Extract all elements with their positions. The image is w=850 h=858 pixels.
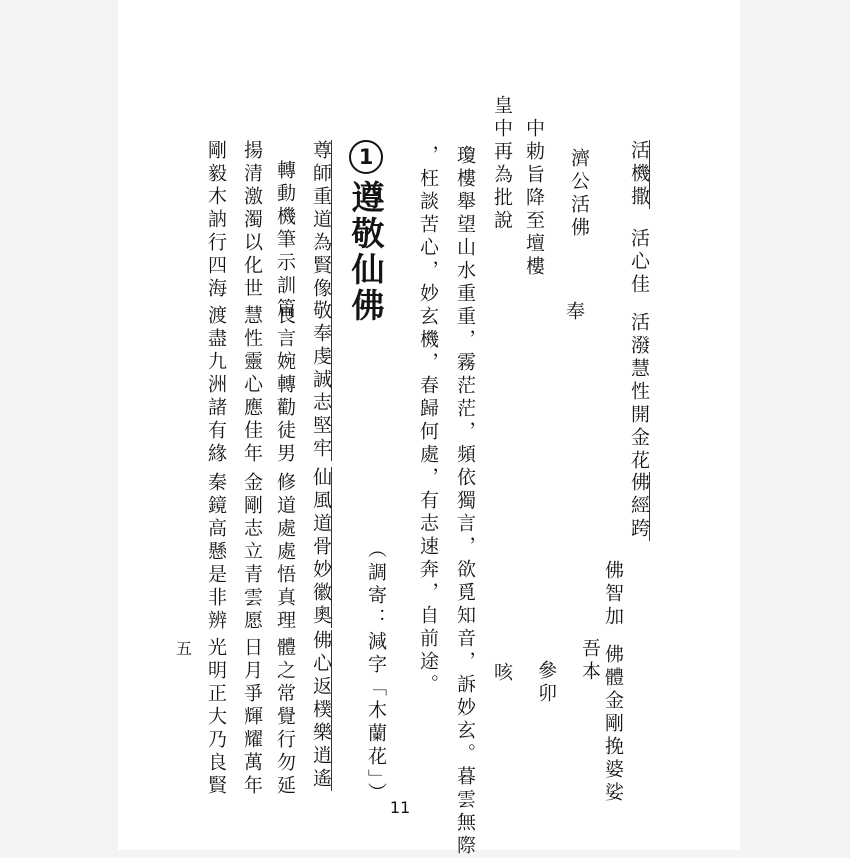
- poem-line-1: 瓊樓舉望山水重重，霧茫茫，頻依獨言，欲覓知音，訴妙玄。暮雲無際: [454, 145, 476, 858]
- verse-2-c: 修道處處悟真理: [274, 472, 296, 633]
- header-line-1b: 活心佳: [628, 228, 650, 297]
- section-title: [346, 140, 386, 324]
- ke-text: 咳: [491, 662, 513, 685]
- verse-1-b: 敬奉虔誠志堅牢: [310, 300, 332, 461]
- verse-1-d: 佛心返樸樂逍遙: [310, 630, 332, 791]
- folio-mark: 五: [176, 639, 193, 658]
- header-line-2b: 佛智加: [602, 560, 624, 629]
- imperial-line: 皇中再為批說: [491, 95, 513, 233]
- wuben-text: 吾本: [579, 638, 601, 684]
- verse-4-b: 渡盡九洲諸有緣: [205, 305, 227, 466]
- verse-4-a: 剛毅木訥行四海: [205, 140, 227, 301]
- header-line-2a: 佛經跨: [628, 472, 650, 541]
- page-number: 11: [389, 798, 411, 817]
- poem-line-2: ，枉談苦心，妙玄機，春歸何處，有志速奔，自前途。: [417, 145, 439, 697]
- verse-1-c: 仙風道骨妙徽奧: [310, 467, 332, 628]
- verse-1-a: 尊師重道為賢像: [310, 140, 332, 301]
- document-page: [118, 0, 740, 858]
- header-line-2c: 佛體金剛挽婆娑: [602, 644, 624, 805]
- verse-3-b: 慧性靈心應佳年: [241, 305, 263, 466]
- header-line-1c: 活潑慧性開金花: [628, 312, 650, 473]
- section-title-text: 遵敬仙佛: [346, 180, 386, 324]
- verse-2-a: 轉動機筆示訓篇: [274, 160, 296, 321]
- verse-2-d: 體之常覺行勿延: [274, 637, 296, 798]
- verse-2-b: 良言婉轉勸徒男: [274, 305, 296, 466]
- verse-4-d: 光明正大乃良賢: [205, 637, 227, 798]
- feng-mark: 奉: [563, 301, 585, 324]
- verse-3-c: 金剛志立青雲愿: [241, 472, 263, 633]
- author-name: 濟公活佛: [568, 148, 590, 240]
- section-number-badge: 1: [349, 140, 383, 174]
- poem-tune: （調寄：減字「木蘭花」）: [365, 539, 387, 806]
- verse-3-a: 揚清激濁以化世: [241, 140, 263, 301]
- verse-3-d: 日月爭輝耀萬年: [241, 637, 263, 798]
- canmao-text: 參卯: [535, 660, 557, 706]
- decree-line: 中勅旨降至壇樓: [523, 118, 545, 279]
- verse-4-c: 秦鏡高懸是非辨: [205, 472, 227, 633]
- header-line-1a: 活機撒: [628, 140, 650, 209]
